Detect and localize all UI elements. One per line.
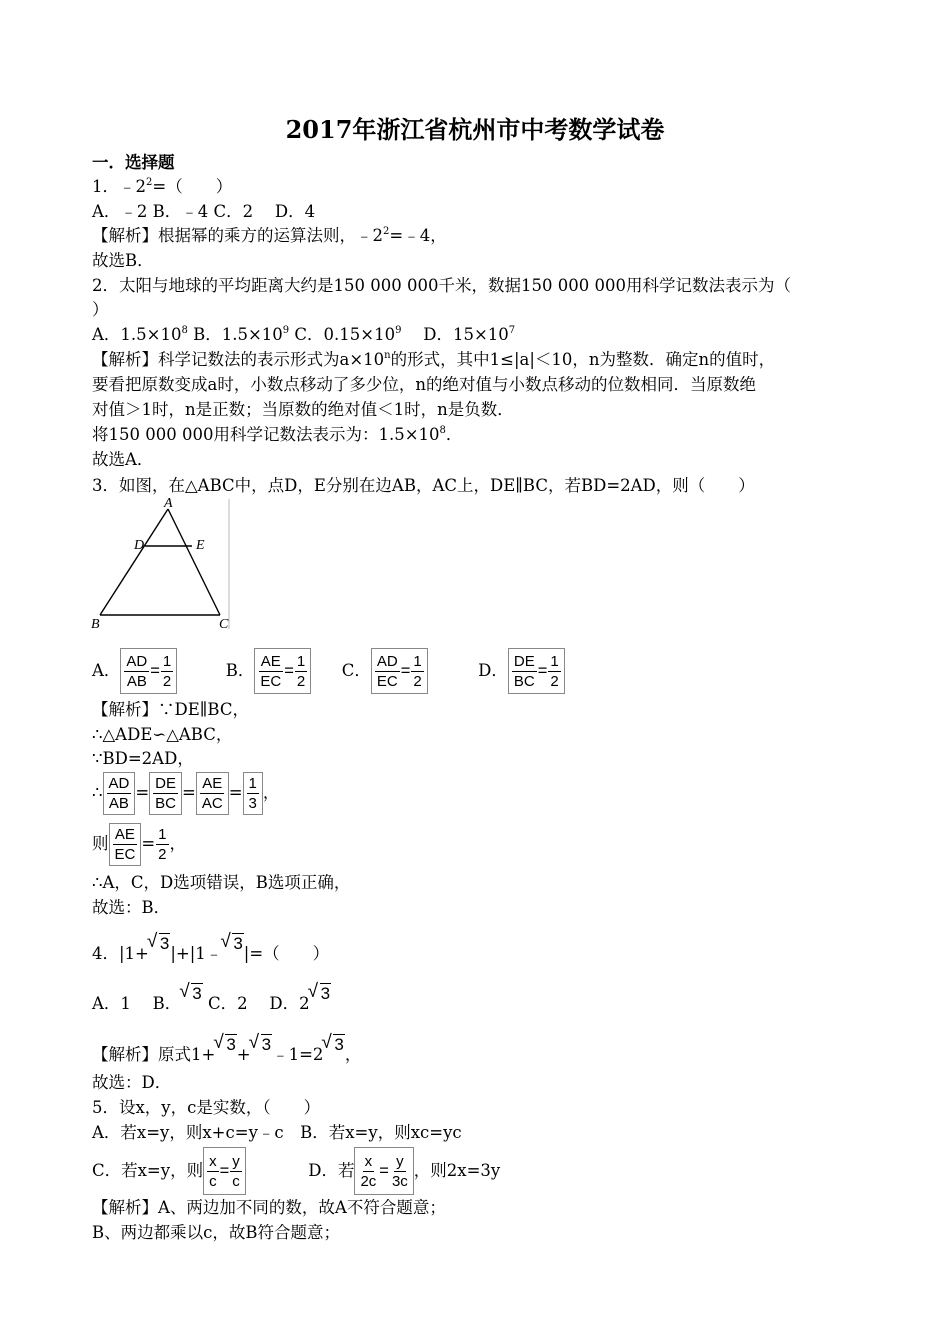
sqrt-3: √ 3 (149, 922, 170, 966)
q1-analysis: 【解析】根据幂的乘方的运算法则，$﹣2^2=﹣4$， (92, 226, 447, 245)
sqrt-3: √ 3 (215, 1023, 236, 1067)
q3-option-c: C． $\frac{AD}{EC}$ = $\frac{1}{2}$ (342, 661, 428, 680)
q2-analysis-line1: 【解析】科学记数法的表示形式为$a\times 10^n$的形式，其中1≤|a|＜10，n为整数．确定n的值时， (92, 350, 776, 369)
q5-option-c: C．若x=y，则 $\frac{x}{c}$ = $\frac{y}{c}$ (92, 1161, 246, 1180)
label-d: D (134, 538, 145, 553)
q2-stem-line1: 2．太阳与地球的平均距离大约是150 000 000千米，数据150 000 000用科学记数法表示为（ (92, 276, 791, 295)
triangle-figure (88, 497, 236, 633)
q5-stem: 5．设x，y，c是实数，（ ） (92, 1098, 321, 1117)
label-e: E (196, 538, 205, 553)
q4-stem: 4．|1+√ 3|+|1﹣√ 3|=（ ） (92, 922, 329, 976)
q3-analysis-line2: ∴△ADE∽△ABC， (92, 725, 233, 744)
q3-analysis-line1: 【解析】∵DE∥BC， (92, 700, 249, 719)
sqrt-3: √ 3 (310, 972, 331, 1016)
q2-analysis-line3: 对值＞1时，n是正数；当原数的绝对值＜1时，n是负数． (92, 400, 514, 419)
label-c: C (219, 617, 229, 632)
sqrt-3: √ 3 (323, 1023, 344, 1067)
q3-stem: 3．如图，在△ABC中，点D，E分别在边AB，AC上，DE∥BC，若BD=2AD，则（ ） (92, 476, 755, 495)
q3-options (92, 648, 565, 694)
sqrt-3: √ 3 (251, 1023, 272, 1067)
label-a: A (164, 497, 173, 511)
q2-options: A．$1.5\times 10^8$ B．$1.5\times 10^9$ C．$0.15\times 10^9$ D．$15\times 10^7$ (92, 325, 516, 344)
sqrt-3: √ 3 (222, 922, 243, 966)
q2-analysis-line2: 要看把原数变成a时，小数点移动了多少位，n的绝对值与小数点移动的位数相同．当原数绝 (92, 375, 756, 394)
q1-options: A．﹣2 B．﹣4 C．2 D．4 (92, 202, 316, 221)
q5-analysis-line2: B、两边都乘以c，故B符合题意； (92, 1223, 340, 1242)
q2-answer: 故选A． (92, 450, 154, 469)
q1-stem: 1．$﹣2^2=$（ ） (92, 177, 233, 196)
q4-answer: 故选：D． (92, 1073, 172, 1092)
q2-analysis-line4: 将150 000 000用科学记数法表示为：$1.5\times 10^8$． (92, 425, 463, 444)
q3-analysis-line4: ∴ $\frac{AD}{AB}$ = $\frac{DE}{BC}$ = $\frac{AE}{AC}$ = $\frac{1}{3}$ ， (92, 771, 279, 815)
q3-option-d: D． $\frac{DE}{BC}$ = $\frac{1}{2}$ (478, 661, 565, 680)
q2-stem-line2: ） (92, 300, 109, 319)
label-b: B (91, 617, 100, 632)
q3-option-b: B． $\frac{AE}{EC}$ = $\frac{1}{2}$ (226, 661, 311, 680)
section-heading: 一．选择题 (92, 153, 175, 172)
q5-options-cd (92, 1147, 500, 1195)
q3-answer: 故选：B． (92, 898, 171, 917)
q5-analysis-line1: 【解析】A、两边加不同的数，故A不符合题意； (92, 1198, 446, 1217)
q4-analysis: 【解析】原式1+√ 3+√ 3﹣1=2√ 3， (92, 1023, 361, 1077)
q3-analysis-line3: ∵BD=2AD， (92, 749, 194, 768)
q4-options: A．1 B．√ 3 C．2 D．2√ 3 (92, 972, 331, 1026)
q5-option-d: D．若 $\frac{x}{2c}$ = $\frac{y}{3c}$ ，则2x=3y (308, 1161, 500, 1180)
q3-option-a: A． $\frac{AD}{AB}$ = $\frac{1}{2}$ (92, 661, 177, 680)
page-title: 2017年浙江省杭州市中考数学试卷 (285, 115, 665, 144)
q3-analysis-line5: 则 $\frac{AE}{EC}$ = $\frac{1}{2}$ ， (92, 822, 186, 866)
q3-analysis-line6: ∴A，C，D选项错误，B选项正确， (92, 873, 351, 892)
sqrt-3: √ 3 (181, 972, 202, 1016)
q1-answer: 故选B． (92, 251, 154, 270)
q5-options-ab: A．若x=y，则x+c=y﹣c B．若x=y，则xc=yc (92, 1123, 462, 1142)
